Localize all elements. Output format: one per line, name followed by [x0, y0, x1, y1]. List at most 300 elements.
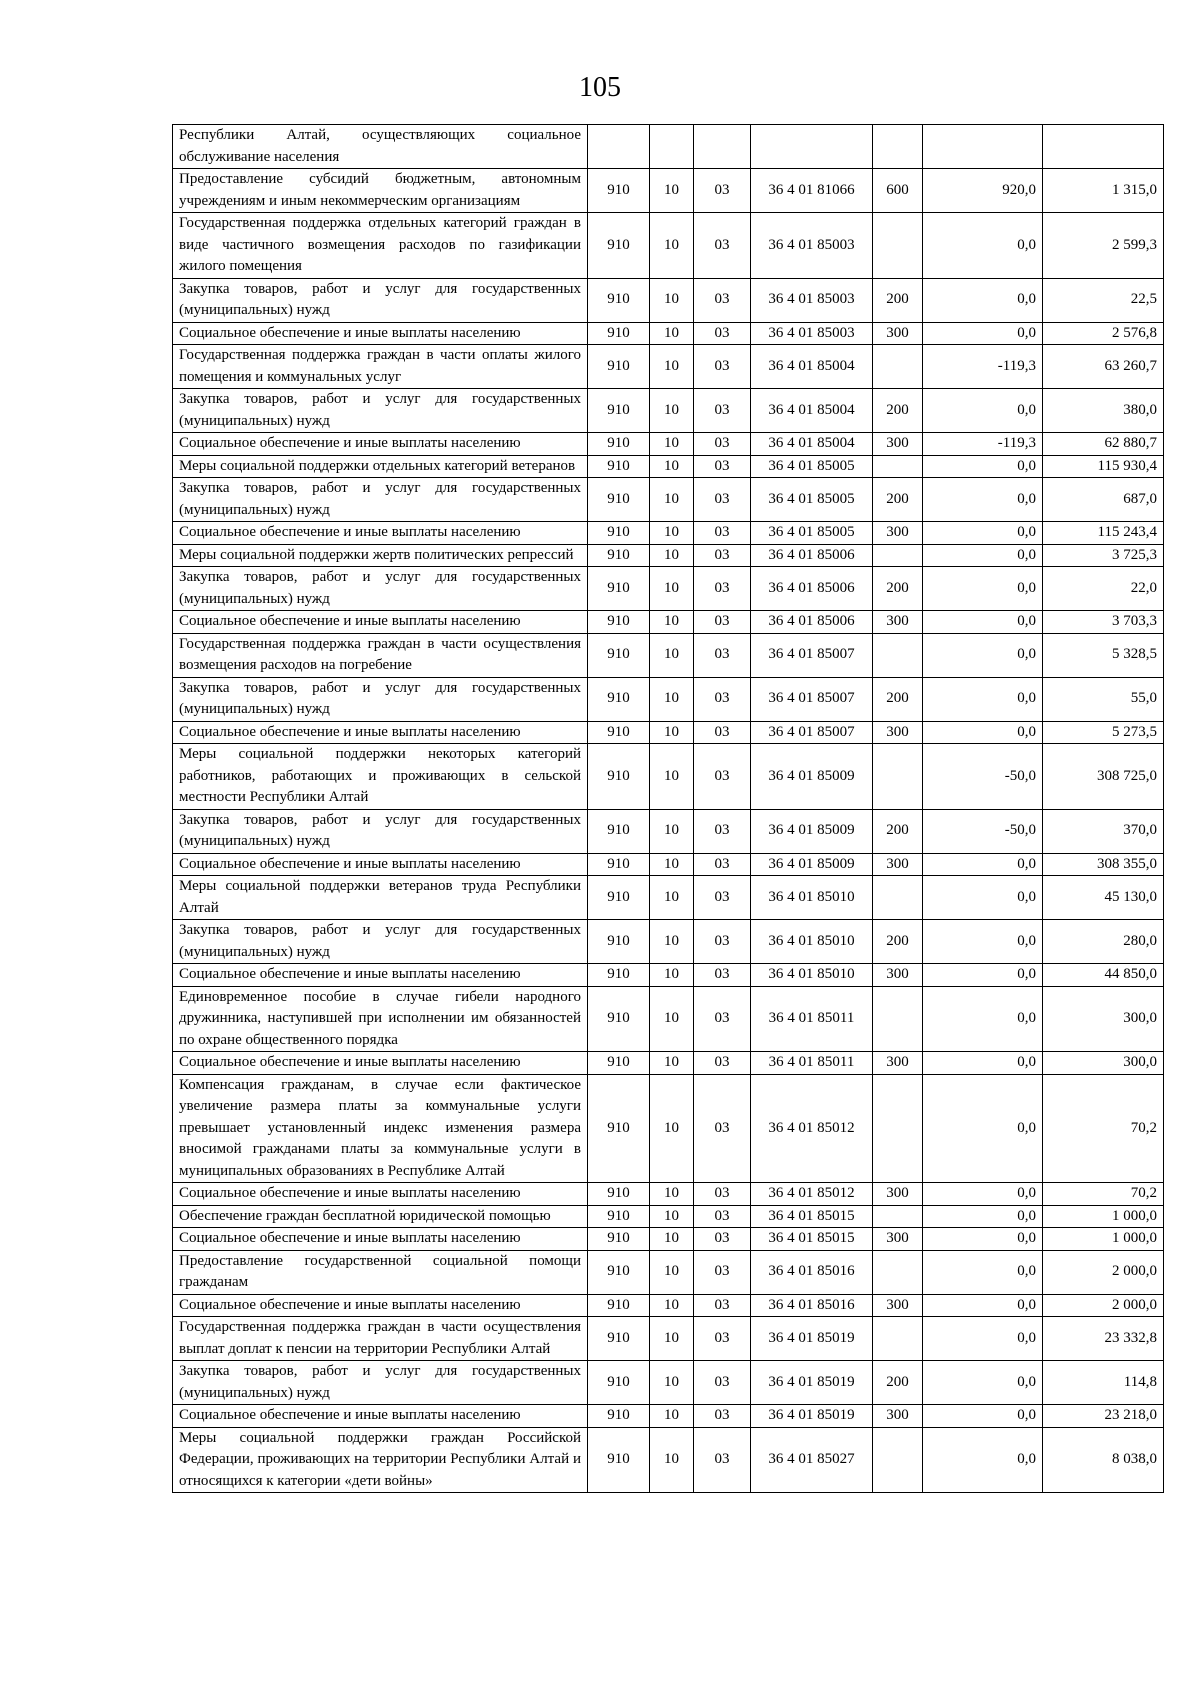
cell-name: Государственная поддержка граждан в части осуществления возмещения расходов на погребение: [173, 633, 588, 677]
cell-ved-code: [588, 125, 650, 169]
cell-name: Закупка товаров, работ и услуг для государственных (муниципальных) нужд: [173, 1361, 588, 1405]
cell-change-amount: -119,3: [923, 345, 1043, 389]
cell-total-amount: 23 218,0: [1043, 1405, 1164, 1428]
cell-target-article: 36 4 01 85004: [751, 433, 873, 456]
cell-total-amount: 62 880,7: [1043, 433, 1164, 456]
cell-subsection-code: 03: [694, 920, 751, 964]
table-row: [173, 1228, 1164, 1251]
cell-total-amount: 44 850,0: [1043, 964, 1164, 987]
cell-total-amount: 380,0: [1043, 389, 1164, 433]
cell-expense-type: 300: [873, 522, 923, 545]
cell-target-article: 36 4 01 85016: [751, 1250, 873, 1294]
cell-change-amount: 0,0: [923, 1205, 1043, 1228]
cell-expense-type: [873, 633, 923, 677]
cell-subsection-code: 03: [694, 345, 751, 389]
cell-name: Социальное обеспечение и иные выплаты населению: [173, 853, 588, 876]
cell-name: Единовременное пособие в случае гибели народного дружинника, наступившей при исполнении им обязанностей по охране общественного порядка: [173, 986, 588, 1052]
cell-target-article: 36 4 01 85010: [751, 964, 873, 987]
cell-change-amount: -50,0: [923, 744, 1043, 810]
cell-expense-type: 300: [873, 322, 923, 345]
cell-expense-type: [873, 213, 923, 279]
cell-name: Обеспечение граждан бесплатной юридической помощью: [173, 1205, 588, 1228]
cell-expense-type: [873, 986, 923, 1052]
cell-expense-type: [873, 1427, 923, 1493]
cell-target-article: 36 4 01 85009: [751, 853, 873, 876]
cell-expense-type: 300: [873, 1228, 923, 1251]
cell-target-article: 36 4 01 85012: [751, 1074, 873, 1183]
table-row: [173, 1361, 1164, 1405]
cell-total-amount: 5 273,5: [1043, 721, 1164, 744]
cell-name: Предоставление субсидий бюджетным, автономным учреждениям и иным некоммерческим организациям: [173, 169, 588, 213]
cell-section-code: 10: [650, 345, 694, 389]
cell-subsection-code: 03: [694, 213, 751, 279]
cell-change-amount: -50,0: [923, 809, 1043, 853]
table-row: [173, 1317, 1164, 1361]
cell-total-amount: 114,8: [1043, 1361, 1164, 1405]
cell-subsection-code: 03: [694, 1317, 751, 1361]
cell-section-code: 10: [650, 1052, 694, 1075]
cell-subsection-code: 03: [694, 433, 751, 456]
table-row: [173, 633, 1164, 677]
cell-name: Закупка товаров, работ и услуг для государственных (муниципальных) нужд: [173, 567, 588, 611]
cell-section-code: 10: [650, 853, 694, 876]
cell-section-code: 10: [650, 278, 694, 322]
cell-subsection-code: 03: [694, 964, 751, 987]
cell-total-amount: 115 930,4: [1043, 455, 1164, 478]
cell-section-code: 10: [650, 1361, 694, 1405]
cell-expense-type: [873, 345, 923, 389]
cell-subsection-code: 03: [694, 1250, 751, 1294]
cell-expense-type: 200: [873, 809, 923, 853]
cell-target-article: 36 4 01 85007: [751, 677, 873, 721]
table-row: [173, 1183, 1164, 1206]
cell-subsection-code: 03: [694, 876, 751, 920]
cell-name: Социальное обеспечение и иные выплаты населению: [173, 721, 588, 744]
cell-section-code: 10: [650, 744, 694, 810]
cell-total-amount: 70,2: [1043, 1183, 1164, 1206]
cell-subsection-code: 03: [694, 455, 751, 478]
cell-change-amount: 0,0: [923, 1427, 1043, 1493]
cell-subsection-code: 03: [694, 522, 751, 545]
cell-expense-type: [873, 125, 923, 169]
cell-ved-code: 910: [588, 677, 650, 721]
cell-section-code: 10: [650, 544, 694, 567]
cell-change-amount: 0,0: [923, 389, 1043, 433]
table-row: [173, 478, 1164, 522]
cell-ved-code: 910: [588, 213, 650, 279]
cell-target-article: 36 4 01 85004: [751, 389, 873, 433]
cell-subsection-code: 03: [694, 1074, 751, 1183]
cell-ved-code: 910: [588, 1074, 650, 1183]
cell-change-amount: 0,0: [923, 522, 1043, 545]
table-row: [173, 125, 1164, 169]
table-row: [173, 744, 1164, 810]
cell-change-amount: 0,0: [923, 611, 1043, 634]
cell-ved-code: 910: [588, 633, 650, 677]
cell-subsection-code: 03: [694, 986, 751, 1052]
cell-change-amount: [923, 125, 1043, 169]
table-row: [173, 455, 1164, 478]
table-row: [173, 721, 1164, 744]
cell-change-amount: 0,0: [923, 1052, 1043, 1075]
table-row: [173, 920, 1164, 964]
cell-section-code: 10: [650, 809, 694, 853]
cell-total-amount: 3 703,3: [1043, 611, 1164, 634]
cell-section-code: 10: [650, 1205, 694, 1228]
cell-ved-code: 910: [588, 1205, 650, 1228]
cell-expense-type: 200: [873, 677, 923, 721]
cell-name: Социальное обеспечение и иные выплаты населению: [173, 1294, 588, 1317]
cell-change-amount: 0,0: [923, 920, 1043, 964]
cell-target-article: 36 4 01 85012: [751, 1183, 873, 1206]
cell-total-amount: 45 130,0: [1043, 876, 1164, 920]
cell-total-amount: 3 725,3: [1043, 544, 1164, 567]
cell-section-code: [650, 125, 694, 169]
cell-target-article: 36 4 01 85011: [751, 1052, 873, 1075]
cell-target-article: 36 4 01 85007: [751, 633, 873, 677]
table-row: [173, 544, 1164, 567]
cell-name: Социальное обеспечение и иные выплаты населению: [173, 1052, 588, 1075]
cell-name: Закупка товаров, работ и услуг для государственных (муниципальных) нужд: [173, 677, 588, 721]
cell-total-amount: 687,0: [1043, 478, 1164, 522]
cell-target-article: 36 4 01 85011: [751, 986, 873, 1052]
cell-expense-type: [873, 455, 923, 478]
cell-total-amount: 308 355,0: [1043, 853, 1164, 876]
cell-section-code: 10: [650, 876, 694, 920]
cell-target-article: 36 4 01 85005: [751, 455, 873, 478]
cell-name: Меры социальной поддержки жертв политических репрессий: [173, 544, 588, 567]
cell-section-code: 10: [650, 1294, 694, 1317]
cell-name: Государственная поддержка граждан в части осуществления выплат доплат к пенсии на территории Республики Алтай: [173, 1317, 588, 1361]
cell-expense-type: 300: [873, 721, 923, 744]
cell-ved-code: 910: [588, 567, 650, 611]
cell-ved-code: 910: [588, 1183, 650, 1206]
table-row: [173, 611, 1164, 634]
cell-change-amount: 0,0: [923, 853, 1043, 876]
cell-subsection-code: 03: [694, 809, 751, 853]
cell-name: Социальное обеспечение и иные выплаты населению: [173, 433, 588, 456]
cell-total-amount: 300,0: [1043, 1052, 1164, 1075]
cell-target-article: [751, 125, 873, 169]
table-row: [173, 322, 1164, 345]
cell-total-amount: 308 725,0: [1043, 744, 1164, 810]
cell-ved-code: 910: [588, 544, 650, 567]
cell-ved-code: 910: [588, 1361, 650, 1405]
table-row: [173, 389, 1164, 433]
cell-ved-code: 910: [588, 611, 650, 634]
cell-section-code: 10: [650, 633, 694, 677]
cell-ved-code: 910: [588, 1250, 650, 1294]
cell-subsection-code: 03: [694, 1427, 751, 1493]
cell-section-code: 10: [650, 1183, 694, 1206]
cell-total-amount: 63 260,7: [1043, 345, 1164, 389]
cell-target-article: 36 4 01 85010: [751, 920, 873, 964]
cell-change-amount: 0,0: [923, 278, 1043, 322]
cell-ved-code: 910: [588, 169, 650, 213]
cell-expense-type: 300: [873, 964, 923, 987]
cell-section-code: 10: [650, 1228, 694, 1251]
cell-target-article: 36 4 01 85019: [751, 1405, 873, 1428]
cell-expense-type: [873, 1074, 923, 1183]
cell-name: Закупка товаров, работ и услуг для государственных (муниципальных) нужд: [173, 809, 588, 853]
cell-expense-type: [873, 544, 923, 567]
cell-target-article: 36 4 01 85027: [751, 1427, 873, 1493]
cell-section-code: 10: [650, 169, 694, 213]
cell-section-code: 10: [650, 964, 694, 987]
cell-target-article: 36 4 01 85015: [751, 1228, 873, 1251]
cell-name: Социальное обеспечение и иные выплаты населению: [173, 522, 588, 545]
cell-target-article: 36 4 01 85006: [751, 567, 873, 611]
cell-total-amount: 70,2: [1043, 1074, 1164, 1183]
cell-ved-code: 910: [588, 920, 650, 964]
cell-target-article: 36 4 01 85015: [751, 1205, 873, 1228]
cell-change-amount: 0,0: [923, 213, 1043, 279]
cell-expense-type: 300: [873, 853, 923, 876]
cell-change-amount: 0,0: [923, 633, 1043, 677]
cell-name: Социальное обеспечение и иные выплаты населению: [173, 1228, 588, 1251]
cell-ved-code: 910: [588, 389, 650, 433]
cell-section-code: 10: [650, 1317, 694, 1361]
cell-target-article: 36 4 01 85005: [751, 522, 873, 545]
cell-target-article: 36 4 01 85010: [751, 876, 873, 920]
cell-change-amount: -119,3: [923, 433, 1043, 456]
cell-ved-code: 910: [588, 322, 650, 345]
cell-ved-code: 910: [588, 744, 650, 810]
table-row: [173, 567, 1164, 611]
table-row: [173, 853, 1164, 876]
cell-target-article: 36 4 01 85007: [751, 721, 873, 744]
cell-section-code: 10: [650, 677, 694, 721]
cell-change-amount: 0,0: [923, 455, 1043, 478]
cell-target-article: 36 4 01 85019: [751, 1361, 873, 1405]
cell-name: Меры социальной поддержки отдельных категорий ветеранов: [173, 455, 588, 478]
cell-subsection-code: 03: [694, 744, 751, 810]
cell-name: Меры социальной поддержки некоторых категорий работников, работающих и проживающих в сельской местности Республики Алтай: [173, 744, 588, 810]
cell-section-code: 10: [650, 567, 694, 611]
cell-ved-code: 910: [588, 986, 650, 1052]
cell-expense-type: 300: [873, 1405, 923, 1428]
cell-name: Закупка товаров, работ и услуг для государственных (муниципальных) нужд: [173, 389, 588, 433]
cell-section-code: 10: [650, 478, 694, 522]
cell-subsection-code: 03: [694, 169, 751, 213]
cell-ved-code: 910: [588, 853, 650, 876]
cell-change-amount: 0,0: [923, 1074, 1043, 1183]
cell-target-article: 36 4 01 85009: [751, 809, 873, 853]
cell-expense-type: [873, 1205, 923, 1228]
cell-change-amount: 0,0: [923, 721, 1043, 744]
table-row: [173, 1052, 1164, 1075]
cell-subsection-code: 03: [694, 478, 751, 522]
cell-name: Социальное обеспечение и иные выплаты населению: [173, 1405, 588, 1428]
cell-total-amount: 2 000,0: [1043, 1250, 1164, 1294]
cell-ved-code: 910: [588, 721, 650, 744]
cell-target-article: 36 4 01 85003: [751, 278, 873, 322]
cell-name: Предоставление государственной социальной помощи гражданам: [173, 1250, 588, 1294]
cell-section-code: 10: [650, 1427, 694, 1493]
cell-total-amount: 55,0: [1043, 677, 1164, 721]
table-row: [173, 1427, 1164, 1493]
table-row: [173, 1405, 1164, 1428]
cell-subsection-code: 03: [694, 1205, 751, 1228]
table-row: [173, 876, 1164, 920]
cell-target-article: 36 4 01 81066: [751, 169, 873, 213]
cell-change-amount: 0,0: [923, 1228, 1043, 1251]
cell-total-amount: 300,0: [1043, 986, 1164, 1052]
cell-expense-type: 300: [873, 1294, 923, 1317]
table-row: [173, 278, 1164, 322]
table-row: [173, 345, 1164, 389]
cell-change-amount: 0,0: [923, 544, 1043, 567]
cell-target-article: 36 4 01 85016: [751, 1294, 873, 1317]
cell-total-amount: 1 000,0: [1043, 1205, 1164, 1228]
cell-section-code: 10: [650, 389, 694, 433]
cell-subsection-code: 03: [694, 1228, 751, 1251]
cell-subsection-code: 03: [694, 389, 751, 433]
cell-name: Меры социальной поддержки ветеранов труда Республики Алтай: [173, 876, 588, 920]
cell-target-article: 36 4 01 85003: [751, 213, 873, 279]
cell-change-amount: 0,0: [923, 1250, 1043, 1294]
cell-ved-code: 910: [588, 876, 650, 920]
cell-subsection-code: 03: [694, 1183, 751, 1206]
cell-change-amount: 0,0: [923, 322, 1043, 345]
cell-name: Социальное обеспечение и иные выплаты населению: [173, 964, 588, 987]
cell-change-amount: 920,0: [923, 169, 1043, 213]
cell-change-amount: 0,0: [923, 1294, 1043, 1317]
cell-section-code: 10: [650, 1405, 694, 1428]
cell-total-amount: 2 599,3: [1043, 213, 1164, 279]
cell-subsection-code: 03: [694, 322, 751, 345]
cell-ved-code: 910: [588, 1405, 650, 1428]
cell-total-amount: 8 038,0: [1043, 1427, 1164, 1493]
cell-section-code: 10: [650, 1250, 694, 1294]
cell-total-amount: 115 243,4: [1043, 522, 1164, 545]
cell-section-code: 10: [650, 986, 694, 1052]
cell-target-article: 36 4 01 85009: [751, 744, 873, 810]
cell-expense-type: 200: [873, 920, 923, 964]
cell-target-article: 36 4 01 85006: [751, 544, 873, 567]
cell-ved-code: 910: [588, 1228, 650, 1251]
cell-expense-type: 200: [873, 389, 923, 433]
cell-expense-type: 300: [873, 611, 923, 634]
cell-ved-code: 910: [588, 433, 650, 456]
cell-total-amount: 2 000,0: [1043, 1294, 1164, 1317]
cell-expense-type: 300: [873, 1052, 923, 1075]
cell-ved-code: 910: [588, 278, 650, 322]
cell-name: Компенсация гражданам, в случае если фактическое увеличение размера платы за коммунальные услуги превышает установленный индекс изменения размера вносимой гражданами платы за коммунальные услуги в муниципальных образованиях в Республике Алтай: [173, 1074, 588, 1183]
cell-change-amount: 0,0: [923, 964, 1043, 987]
cell-ved-code: 910: [588, 809, 650, 853]
cell-ved-code: 910: [588, 455, 650, 478]
cell-section-code: 10: [650, 1074, 694, 1183]
cell-change-amount: 0,0: [923, 1317, 1043, 1361]
cell-target-article: 36 4 01 85003: [751, 322, 873, 345]
cell-total-amount: 5 328,5: [1043, 633, 1164, 677]
cell-expense-type: 300: [873, 433, 923, 456]
cell-ved-code: 910: [588, 1317, 650, 1361]
cell-subsection-code: [694, 125, 751, 169]
cell-section-code: 10: [650, 721, 694, 744]
cell-total-amount: 1 000,0: [1043, 1228, 1164, 1251]
page-number: 105: [579, 72, 621, 103]
cell-section-code: 10: [650, 920, 694, 964]
cell-total-amount: 23 332,8: [1043, 1317, 1164, 1361]
cell-section-code: 10: [650, 522, 694, 545]
table-row: [173, 1205, 1164, 1228]
cell-subsection-code: 03: [694, 1294, 751, 1317]
cell-section-code: 10: [650, 322, 694, 345]
table-row: [173, 964, 1164, 987]
table-row: [173, 522, 1164, 545]
cell-ved-code: 910: [588, 964, 650, 987]
budget-table: [172, 124, 1164, 1493]
cell-subsection-code: 03: [694, 611, 751, 634]
cell-expense-type: 600: [873, 169, 923, 213]
cell-expense-type: [873, 744, 923, 810]
cell-ved-code: 910: [588, 478, 650, 522]
cell-total-amount: 22,0: [1043, 567, 1164, 611]
cell-subsection-code: 03: [694, 278, 751, 322]
cell-target-article: 36 4 01 85019: [751, 1317, 873, 1361]
cell-name: Социальное обеспечение и иные выплаты населению: [173, 611, 588, 634]
cell-section-code: 10: [650, 213, 694, 279]
cell-name: Социальное обеспечение и иные выплаты населению: [173, 322, 588, 345]
budget-table-body: [173, 125, 1164, 1493]
cell-change-amount: 0,0: [923, 1361, 1043, 1405]
cell-subsection-code: 03: [694, 1361, 751, 1405]
cell-name: Государственная поддержка отдельных категорий граждан в виде частичного возмещения расходов по газификации жилого помещения: [173, 213, 588, 279]
cell-target-article: 36 4 01 85005: [751, 478, 873, 522]
cell-subsection-code: 03: [694, 1405, 751, 1428]
cell-name: Государственная поддержка граждан в части оплаты жилого помещения и коммунальных услуг: [173, 345, 588, 389]
cell-expense-type: [873, 1317, 923, 1361]
cell-expense-type: 200: [873, 278, 923, 322]
cell-expense-type: [873, 876, 923, 920]
cell-total-amount: 22,5: [1043, 278, 1164, 322]
cell-section-code: 10: [650, 433, 694, 456]
cell-subsection-code: 03: [694, 721, 751, 744]
cell-subsection-code: 03: [694, 1052, 751, 1075]
cell-ved-code: 910: [588, 1052, 650, 1075]
cell-target-article: 36 4 01 85004: [751, 345, 873, 389]
cell-ved-code: 910: [588, 1427, 650, 1493]
cell-total-amount: 1 315,0: [1043, 169, 1164, 213]
cell-change-amount: 0,0: [923, 478, 1043, 522]
cell-expense-type: 300: [873, 1183, 923, 1206]
cell-expense-type: [873, 1250, 923, 1294]
cell-expense-type: 200: [873, 478, 923, 522]
table-row: [173, 986, 1164, 1052]
cell-total-amount: 280,0: [1043, 920, 1164, 964]
cell-subsection-code: 03: [694, 633, 751, 677]
cell-subsection-code: 03: [694, 544, 751, 567]
table-row: [173, 809, 1164, 853]
cell-change-amount: 0,0: [923, 1183, 1043, 1206]
cell-subsection-code: 03: [694, 853, 751, 876]
cell-ved-code: 910: [588, 522, 650, 545]
cell-name: Закупка товаров, работ и услуг для государственных (муниципальных) нужд: [173, 920, 588, 964]
cell-name: Меры социальной поддержки граждан Российской Федерации, проживающих на территории Республики Алтай и относящихся к категории «дети войны»: [173, 1427, 588, 1493]
cell-change-amount: 0,0: [923, 567, 1043, 611]
table-row: [173, 677, 1164, 721]
cell-expense-type: 200: [873, 1361, 923, 1405]
cell-total-amount: 370,0: [1043, 809, 1164, 853]
cell-expense-type: 200: [873, 567, 923, 611]
cell-subsection-code: 03: [694, 677, 751, 721]
cell-section-code: 10: [650, 455, 694, 478]
table-row: [173, 1250, 1164, 1294]
cell-name: Республики Алтай, осуществляющих социальное обслуживание населения: [173, 125, 588, 169]
cell-total-amount: 2 576,8: [1043, 322, 1164, 345]
